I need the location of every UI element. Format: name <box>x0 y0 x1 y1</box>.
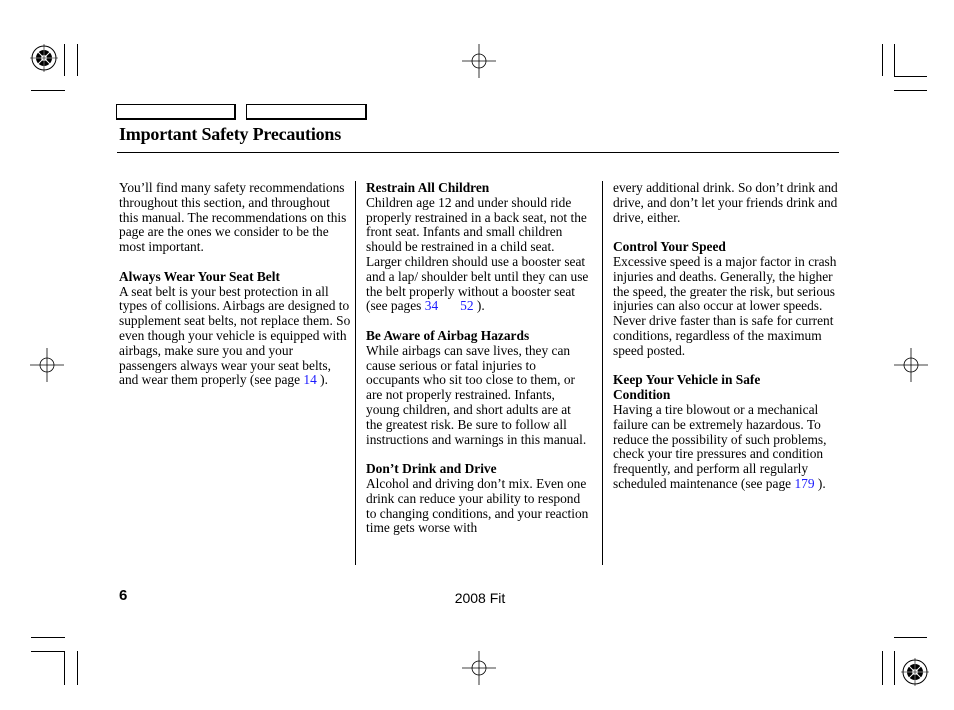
page-number: 6 <box>119 587 128 604</box>
vehicle-text-end: ). <box>814 475 826 491</box>
crop-mark-line <box>882 44 883 76</box>
heading-safe-condition-line2: Condition <box>613 387 671 403</box>
crop-mark-line <box>31 637 65 638</box>
nav-tab-box[interactable] <box>116 104 236 120</box>
footer-model: 2008 Fit <box>454 590 506 606</box>
column-divider <box>602 181 603 565</box>
column-divider <box>355 181 356 565</box>
intro-paragraph: You’ll find many safety recommendations throughout this section, and throughout this manual. The recommendations on this page are the ones we consider to be the most important. <box>119 180 347 255</box>
children-paragraph <box>366 196 590 314</box>
seat-belt-text: A seat belt is your best protection in all types of collisions. Airbags are designed to supplement seat belts, not replace them. So even though your vehicle is equipped with airbags, make sure you and your passengers always wear your seat belts, and wear them properly (see page <box>119 283 351 388</box>
crop-mark-line <box>894 44 895 76</box>
children-text-end: ). <box>473 298 485 314</box>
heading-safe-condition-line1: Keep Your Vehicle in Safe <box>613 372 761 388</box>
drink-paragraph: Alcohol and driving don’t mix. Even one drink can reduce your ability to respond to changing conditions, and your reaction time gets worse with <box>366 475 589 536</box>
vehicle-text: Having a tire blowout or a mechanical failure can be extremely hazardous. To reduce the possibility of such problems, check your tire pressures and condition frequently, and perform all regularly scheduled maintenance (see page <box>613 401 827 491</box>
seat-belt-paragraph <box>119 285 351 389</box>
crop-mark-line <box>77 651 78 685</box>
registration-crosshair-icon <box>462 44 496 78</box>
seat-belt-text-end: ). <box>316 372 328 388</box>
heading-control-speed: Control Your Speed <box>613 239 726 255</box>
crop-mark-line <box>77 44 78 76</box>
crop-mark-line <box>894 637 927 638</box>
title-rule <box>117 152 839 153</box>
crop-mark-line <box>894 651 895 685</box>
registration-crosshair-icon <box>30 348 64 382</box>
starburst-target-icon <box>30 44 58 72</box>
crop-mark-line <box>894 76 927 77</box>
heading-restrain-children: Restrain All Children <box>366 180 490 195</box>
crop-mark-line <box>31 651 65 652</box>
heading-safe-condition <box>613 373 841 403</box>
column-2 <box>366 181 590 536</box>
starburst-target-icon <box>901 658 929 686</box>
speed-paragraph: Excessive speed is a major factor in crash injuries and deaths. Generally, the higher the speed, the greater the risk, but serious injuries can also occur at lower speeds. Never drive faster than is safe for current conditions, regardless of the maximum speed posted. <box>613 253 837 358</box>
crop-mark-line <box>31 90 65 91</box>
registration-crosshair-icon <box>462 651 496 685</box>
crop-mark-line <box>64 651 65 685</box>
heading-airbag-hazards: Be Aware of Airbag Hazards <box>366 327 530 343</box>
heading-dont-drink: Don’t Drink and Drive <box>366 461 497 477</box>
page-title: Important Safety Precautions <box>119 124 342 144</box>
vehicle-paragraph <box>613 403 841 492</box>
page-link-179[interactable]: 179 <box>794 475 815 491</box>
nav-tab-box[interactable] <box>246 104 367 120</box>
crop-mark-line <box>882 651 883 685</box>
page-link-52[interactable]: 52 <box>460 298 474 314</box>
registration-crosshair-icon <box>894 348 928 382</box>
drink-paragraph-continued: every additional drink. So don’t drink and drive, and don’t let your friends drink and drive, either. <box>613 180 838 225</box>
column-1 <box>119 181 351 388</box>
crop-mark-line <box>894 90 927 91</box>
airbag-paragraph: While airbags can save lives, they can cause serious or fatal injuries to occupants who sit too close to them, or are not properly restrained. Infants, young children, and short adults are at the greatest risk. Be sure to follow all instructions and warnings in this manual. <box>366 342 587 447</box>
page-link-14[interactable]: 14 <box>303 372 317 388</box>
heading-seat-belt: Always Wear Your Seat Belt <box>119 268 280 284</box>
page-link-34[interactable]: 34 <box>424 298 439 314</box>
children-text: Children age 12 and under should ride properly restrained in a back seat, not the front seat. Infants and small children should be restrained in a child seat. Larger children should use a booster seat and a lap/ shoulder belt until they can use the belt properly without a booster seat (see pages <box>366 194 589 314</box>
column-3 <box>613 181 841 492</box>
crop-mark-line <box>64 44 65 76</box>
